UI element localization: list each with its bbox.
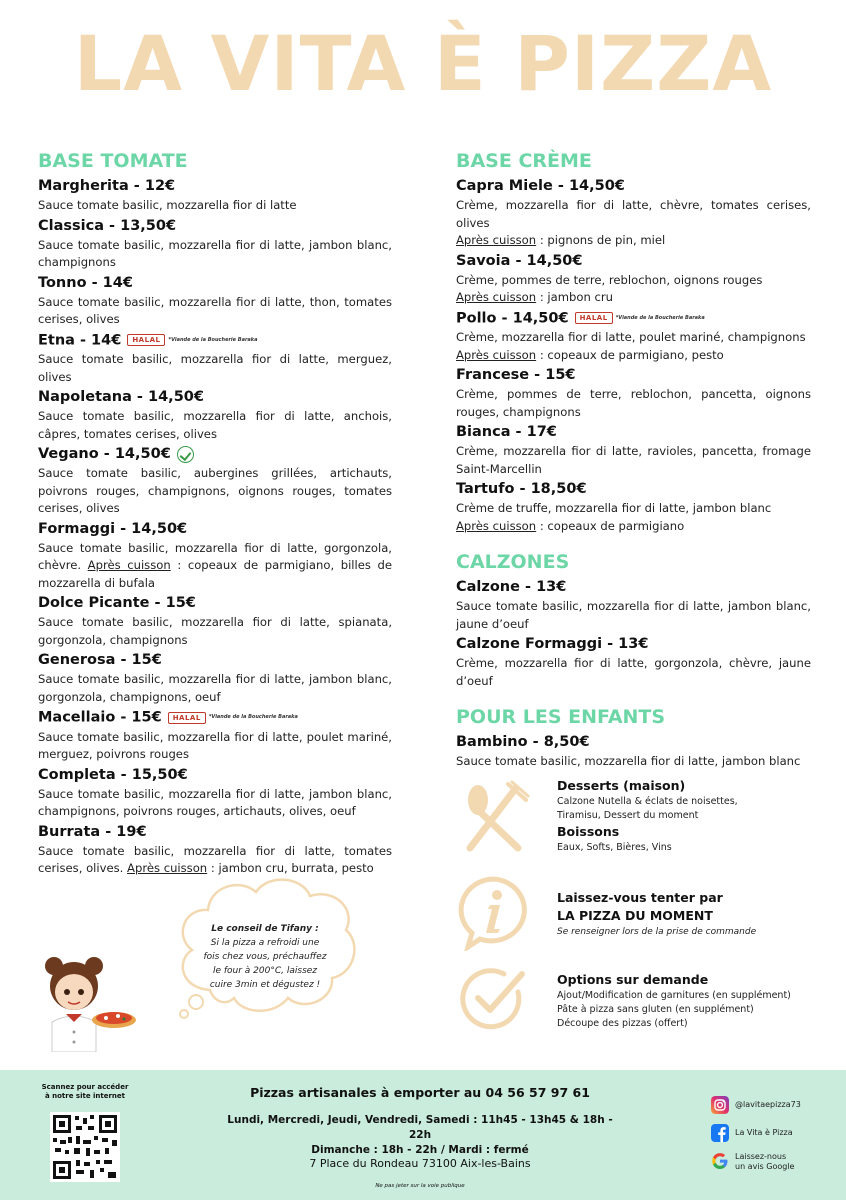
item-desc: Crème, mozzarella fior di latte, chèvre, tomates cerises, olives [456,198,811,230]
tenter-note: Se renseigner lors de la prise de commande [557,927,757,937]
instagram-label: @lavitaepizza73 [735,1100,801,1109]
item-name: Classica - 13,50€ [38,217,177,234]
item-name: Napoletana - 14,50€ [38,389,204,405]
qr-label [36,1083,134,1101]
item-desc-row [38,540,392,593]
menu-item [456,732,811,771]
menu-item [456,634,811,690]
item-name: Generosa - 15€ [38,652,162,668]
menu-item [456,176,811,250]
conseil-title: Le conseil de Tifany : [211,924,319,934]
menu-item [38,519,392,593]
menu-item [456,251,811,307]
right-column [456,148,811,772]
desserts-title: Desserts (maison) [557,778,686,793]
menu-item [38,330,392,387]
after-cooking-label: Après cuisson [87,558,171,572]
item-desc: Sauce tomate basilic, mozzarella fior di latte, anchois, câpres, tomates cerises, olives [38,409,392,441]
item-name-row [38,707,392,729]
conseil-line: le four à 200°C, laissez [212,966,318,976]
item-desc: Crème, pommes de terre, reblochon, pancetta, oignons rouges, champignons [456,387,811,419]
section-title-enfants: POUR LES ENFANTS [456,706,666,728]
item-name: Pollo - 14,50€ [456,310,569,326]
after-cooking-desc: : copeaux de parmigiano, billes de mozzarella di bufala [38,558,393,590]
item-name: Formaggi - 14,50€ [38,520,188,537]
google-icon [711,1152,729,1170]
after-cooking-label: Après cuisson [456,347,537,362]
google-label-line: Laissez-nous [735,1152,787,1161]
item-desc: Sauce tomate basilic, mozzarella fior di latte [38,198,297,212]
menu-item [38,765,392,821]
conseil-line: Si la pizza a refroidi une [210,938,320,948]
after-cooking-desc: : pignons de pin, miel [539,233,666,247]
menu-item [38,176,392,215]
item-name: Capra Miele - 14,50€ [456,178,625,194]
section-title-base-tomate: BASE TOMATE [38,150,188,172]
halal-badge: HALAL [127,334,165,346]
item-after-row [456,347,811,365]
after-cooking-desc: : jambon cru [539,290,614,304]
item-name: Calzone - 13€ [456,579,567,595]
item-name-row [38,444,392,465]
menu-item [38,650,392,706]
boissons-line: Eaux, Softs, Bières, Vins [557,842,672,853]
after-cooking-label: Après cuisson [456,290,537,304]
after-cooking-label: Après cuisson [127,861,208,875]
address: 7 Place du Rondeau 73100 Aix-les-Bains [309,1157,531,1170]
item-name: Savoia - 14,50€ [456,252,583,269]
after-cooking-desc: : jambon cru, burrata, pesto [210,861,374,875]
item-desc: Crème, mozzarella fior di latte, ravioles, pancetta, fromage Saint-Marcellin [456,444,811,476]
tenter-sub: LA PIZZA DU MOMENT [557,908,713,923]
item-name: Francese - 15€ [456,367,576,383]
item-name: Bambino - 8,50€ [456,734,590,750]
hours [220,1113,620,1158]
desserts-line: Tiramisu, Dessert du moment [557,810,699,821]
item-name: Tonno - 14€ [38,274,133,291]
item-name: Burrata - 19€ [38,823,147,840]
hours-line: Lundi, Mercredi, Jeudi, Vendredi, Samedi : 11h45 - 13h45 & 18h - 22h [227,1114,613,1141]
hours-line: Dimanche : 18h - 22h / Mardi : fermé [311,1144,529,1156]
phone-line: Pizzas artisanales à emporter au 04 56 57 97 61 [250,1085,590,1100]
item-after-row [456,518,811,536]
desserts-line: Calzone Nutella & éclats de noisettes, [557,796,738,807]
item-desc: Sauce tomate basilic, mozzarella fior di latte, jambon blanc, champignons, poivrons rouges, artichauts, olives, oeuf [38,786,392,818]
facebook-label: La Vita è Pizza [735,1128,793,1137]
tenter-title: Laissez-vous tenter par [557,890,723,905]
item-name: Completa - 15,50€ [38,766,188,783]
menu-item [38,593,392,649]
item-desc: Sauce tomate basilic, mozzarella fior di latte, jambon blanc, gorgonzola, champignons, oeuf [38,672,392,704]
after-cooking-desc: : copeaux de parmigiano, pesto [539,347,724,362]
conseil-text [198,922,332,992]
halal-badge: HALAL [575,312,613,324]
item-desc: Sauce tomate basilic, mozzarella fior di latte, spianata, gorgonzola, champignons [38,615,392,647]
desserts-block [557,777,827,855]
item-desc: Sauce tomate basilic, mozzarella fior di latte, jambon blanc, champignons [38,237,392,269]
menu-item [456,479,811,535]
item-desc: Crème, pommes de terre, reblochon, oignons rouges [456,272,763,287]
item-desc: Sauce tomate basilic, mozzarella fior di latte, jambon blanc, jaune d’oeuf [456,599,811,631]
after-cooking-desc: : copeaux de parmigiano [539,518,685,533]
fork-spoon-icon [456,780,532,856]
boissons-title: Boissons [557,824,620,839]
menu-item [456,365,811,421]
vegan-icon [177,446,194,463]
menu-item [38,216,392,272]
item-desc: Sauce tomate basilic, mozzarella fior di latte, jambon blanc [456,754,801,768]
google-label [735,1152,845,1172]
left-column [38,148,392,879]
halal-note: *Viande de la Boucherie Baraka [615,314,705,321]
halal-note: *Viande de la Boucherie Baraka [208,714,298,720]
item-desc: Sauce tomate basilic, aubergines grillées, artichauts, poivrons rouges, champignons, oignons rouges, tomates cerises, olives [38,466,392,515]
section-title-calzones: CALZONES [456,551,570,573]
menu-item [456,422,811,478]
options-line: Ajout/Modification de garnitures (en supplément) [557,990,791,1001]
item-name-row [456,308,811,330]
item-name-row [38,330,392,352]
menu-item [456,308,811,365]
menu-item [38,707,392,764]
menu-item [38,444,392,518]
options-line: Pâte à pizza sans gluten (en supplément) [557,1004,754,1015]
instagram-icon [711,1096,729,1114]
halal-note: *Viande de la Boucherie Baraka [168,336,258,343]
item-after-row [456,232,811,250]
legal-note: Ne pas jeter sur la voie publique [375,1183,465,1189]
google-label-line: un avis Google [735,1162,795,1171]
options-block [557,971,827,1031]
item-desc: Sauce tomate basilic, mozzarella fior di latte, poulet mariné, merguez, poivrons rouges [38,729,392,761]
after-cooking-label: Après cuisson [456,518,537,533]
item-name: Bianca - 17€ [456,424,557,440]
item-desc: Crème, mozzarella fior di latte, poulet mariné, champignons [456,330,806,344]
item-name: Dolce Picante - 15€ [38,595,196,611]
item-desc: Sauce tomate basilic, mozzarella fior di latte, merguez, olives [38,352,392,384]
check-circle-icon [456,962,532,1038]
facebook-icon [711,1124,729,1142]
qr-code-icon[interactable] [50,1112,120,1182]
item-desc: Sauce tomate basilic, mozzarella fior di latte, thon, tomates cerises, olives [38,294,392,326]
conseil-line: fois chez vous, préchauffez [203,952,327,962]
item-name: Tartufo - 18,50€ [456,481,587,497]
options-title: Options sur demande [557,972,709,987]
section-title-base-creme: BASE CRÈME [456,150,592,172]
item-name: Vegano - 14,50€ [38,446,171,462]
item-desc: Sauce tomate basilic, mozzarella fior di latte, gorgonzola, chèvre. [38,540,392,572]
item-after-row [456,289,811,307]
pizza-du-moment-block [557,889,827,939]
item-name: Macellaio - 15€ [38,709,162,726]
menu-item [38,273,392,329]
item-desc: Crème de truffe, mozzarella fior di latte, jambon blanc [456,501,772,515]
qr-label-line: à notre site internet [44,1092,126,1100]
item-name: Etna - 14€ [38,332,122,348]
item-name: Calzone Formaggi - 13€ [456,636,649,652]
options-line: Découpe des pizzas (offert) [557,1018,688,1029]
item-name: Margherita - 12€ [38,178,176,194]
item-desc: Sauce tomate basilic, mozzarella fior di latte, tomates cerises, olives. [38,843,392,875]
after-cooking-label: Après cuisson [456,233,537,247]
qr-label-line: Scannez pour accéder [41,1083,129,1091]
item-desc: Crème, mozzarella fior di latte, gorgonzola, chèvre, jaune d’oeuf [456,656,811,688]
halal-badge: HALAL [168,712,206,724]
menu-item [456,577,811,633]
info-bubble-icon [456,875,532,951]
conseil-line: cuire 3min et dégustez ! [209,980,321,990]
menu-item [38,387,392,443]
chef-character-icon [42,948,142,1052]
page-title: LA VITA È PIZZA [73,19,773,108]
